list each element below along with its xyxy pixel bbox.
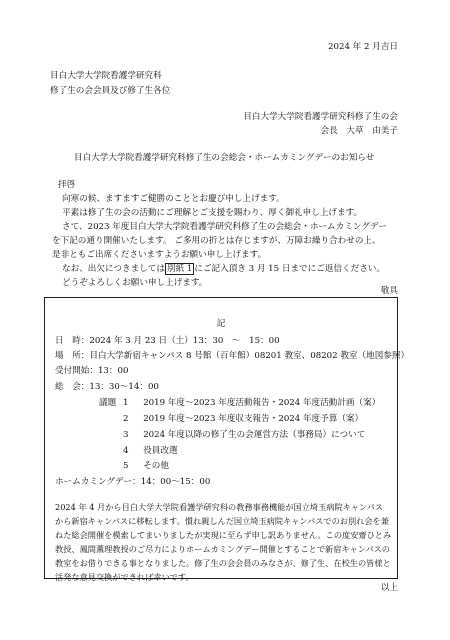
general-meeting-time: 総 会：13：30～14：00: [55, 382, 159, 392]
attachment-reference: 別紙 1: [166, 264, 193, 274]
sender-organization: 目白大学大学院看護学研究科修了生の会: [243, 112, 398, 122]
reply-text-after: にご記入頂き 3 月 15 日までにご返信ください。: [194, 264, 385, 274]
agenda-item-text: 2024 年度以降の修了生の会運営方法（事務局）について: [143, 430, 366, 440]
agenda-item-text: 2019 年度～2023 年度活動報告・2024 年度活動計画（案）: [143, 398, 381, 408]
ki-heading: 記: [216, 319, 226, 329]
agenda-item-text: 役員改選: [143, 446, 178, 456]
notice-paragraph-line: 2024 年 4 月から目白大学大学院看護学研究科の教務事務機能が国立埼玉病院キャンパス: [55, 502, 384, 512]
ijou-text: 以上: [380, 583, 398, 593]
body-line-5: 是非ともご出席くださいますようお願い申し上げます。: [52, 250, 267, 260]
reception-time: 受付開始：13：00: [55, 366, 129, 376]
agenda-label: 議題: [99, 398, 117, 408]
agenda-item: [123, 398, 380, 410]
agenda-item: [123, 430, 365, 442]
agenda-item-number: 1: [123, 398, 129, 408]
notice-paragraph-line: 活発な意見交換ができれば幸いです。: [55, 572, 194, 582]
closing-line: どうぞよろしくお願い申し上げます。: [62, 278, 208, 288]
agenda-item-number: 3: [123, 430, 129, 440]
agenda-item-number: 4: [123, 446, 129, 456]
body-line-4: を下記の通り開催いたします。 ご多用の折とは存じますが、万障お繰り合わせの上、: [52, 236, 381, 246]
recipient-line-2: 修了生の会会員及び修了生各位: [50, 86, 171, 96]
agenda-item-text: 2019 年度～2023 年度収支報告・2024 年度予算（案）: [143, 414, 364, 424]
agenda-item-number: 5: [123, 461, 129, 471]
body-line-2: 平素は修了生の会の活動にご理解とご支援を賜わり、厚く御礼申し上げます。: [62, 208, 363, 218]
agenda-item: [123, 461, 169, 473]
notice-paragraph-line: 教室をお借りできる事となりました。修了生の会会員のみなさが、修了生、在校生の皆様と: [55, 558, 391, 568]
agenda-item: [123, 414, 363, 426]
notice-paragraph-line: から新宿キャンパスに移転します。慣れ親しんだ国立埼玉病院キャンパスでのお別れ会を兼: [55, 516, 389, 526]
recipient-line-1: 目白大学大学院看護学研究科: [50, 71, 162, 81]
agenda-item-text: その他: [143, 461, 169, 471]
event-datetime: 日 時：2024 年 3 月 23 日（土）13：30 ～ 15：00: [55, 336, 280, 346]
sender-name: 会長 大草 由美子: [320, 126, 398, 136]
body-line-3: さて、2023 年度目白大学大学院看護学研究科修了生の会総会・ホームカミングデー: [62, 222, 388, 232]
letter-date: 2024 年 2 月吉日: [328, 42, 398, 52]
details-box: [44, 297, 410, 582]
notice-paragraph-line: 教授、鳳間薫理教授のご尽力によりホームカミングデー開催とすることで新宿キャンパスの: [55, 544, 390, 554]
keigu-text: 敬具: [380, 286, 398, 296]
reply-text-before: なお、出欠につきましては: [62, 264, 165, 274]
body-line-1: 向寒の候、ますますご健勝のこととお慶び申し上げます。: [62, 194, 285, 204]
homecoming-time: ホームカミングデー：14：00～15：00: [55, 477, 211, 487]
event-place: 場 所：目白大学新宿キャンパス 8 号館（百年館）08201 教室、08202 教室（地図参照）: [55, 351, 410, 361]
reply-instruction: [62, 264, 385, 276]
greeting: 拝啓: [58, 180, 76, 190]
letter-title: 目白大学大学院看護学研究科修了生の会総会・ホームカミングデーのお知らせ: [74, 153, 375, 163]
agenda-item-number: 2: [123, 414, 129, 424]
notice-paragraph-line: ねた総会開催を模索してまいりましたが実現に至らず申し訳ありません。この度安齋ひとみ: [55, 530, 392, 540]
agenda-item: [123, 446, 178, 458]
